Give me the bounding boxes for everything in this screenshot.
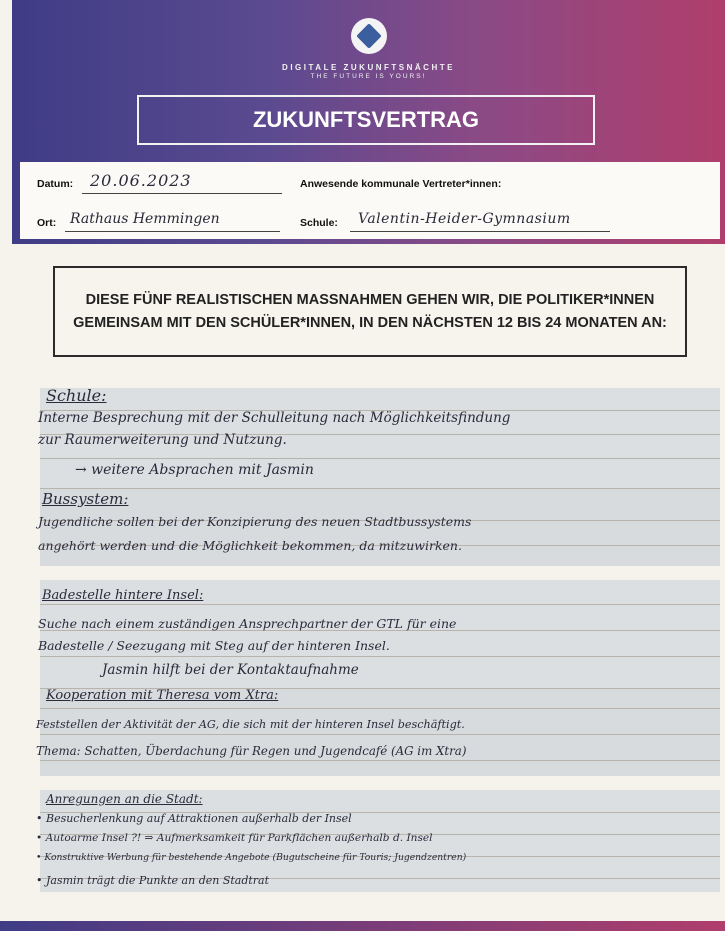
measure-2-line-1: Jugendliche sollen bei der Konzipierung des neuen Stadtbussystems — [38, 514, 472, 529]
datum-line — [82, 193, 282, 194]
measure-5-line-4: • Jasmin trägt die Punkte an den Stadtrat — [36, 874, 270, 887]
measure-1-line-2: zur Raumerweiterung und Nutzung. — [38, 432, 287, 448]
footer-bar — [0, 921, 725, 931]
brand-name: DIGITALE ZUKUNFTSNÄCHTE — [282, 63, 455, 72]
measure-2-heading: Bussystem: — [42, 490, 129, 508]
ort-value: Rathaus Hemmingen — [70, 211, 220, 227]
ort-line — [65, 231, 280, 232]
measure-1-line-3: → weitere Absprachen mit Jasmin — [75, 462, 314, 478]
brand-tagline: THE FUTURE IS YOURS! — [310, 73, 427, 80]
measure-5-line-3: • Konstruktive Werbung für bestehende Angebote (Bugutscheine für Touris; Jugendzentren) — [36, 852, 467, 863]
document-title: ZUKUNFTSVERTRAG — [137, 95, 595, 145]
schule-line — [350, 231, 610, 232]
measure-1-heading: Schule: — [46, 386, 107, 405]
info-box — [20, 162, 720, 239]
measure-4-line-1: Feststellen der Aktivität der AG, die sich mit der hinteren Insel beschäftigt. — [36, 718, 465, 731]
schule-value: Valentin-Heider-Gymnasium — [358, 211, 571, 227]
measure-2-line-2: angehört werden und die Möglichkeit bekommen, da mitzuwirken. — [38, 538, 462, 553]
notice-box: DIESE FÜNF REALISTISCHEN MASSNAHMEN GEHEN WIR, DIE POLITIKER*INNEN GEMEINSAM MIT DEN SCHÜLER*INNEN, IN DEN NÄCHSTEN 12 BIS 24 MONATEN AN: — [53, 266, 687, 357]
datum-label: Datum: — [37, 178, 74, 190]
measure-3-line-2: Badestelle / Seezugang mit Steg auf der hinteren Insel. — [38, 638, 390, 653]
measure-3-line-1: Suche nach einem zuständigen Ansprechpartner der GTL für eine — [38, 616, 457, 631]
measure-5-line-2: • Autoarme Insel ?! ⇒ Aufmerksamkeit für Parkflächen außerhalb d. Insel — [36, 832, 433, 844]
ort-label: Ort: — [37, 217, 57, 229]
measure-4-heading: Kooperation mit Theresa vom Xtra: — [46, 688, 279, 703]
schule-label: Schule: — [300, 217, 338, 229]
logo-icon — [351, 18, 387, 54]
measure-4-line-2: Thema: Schatten, Überdachung für Regen und Jugendcafé (AG im Xtra) — [36, 744, 467, 758]
measure-3-heading: Badestelle hintere Insel: — [42, 588, 204, 603]
measure-3-line-3: Jasmin hilft bei der Kontaktaufnahme — [102, 662, 359, 678]
vertreter-label: Anwesende kommunale Vertreter*innen: — [300, 178, 502, 190]
measure-5-heading: Anregungen an die Stadt: — [46, 792, 203, 806]
measure-1-line-1: Interne Besprechung mit der Schulleitung nach Möglichkeitsfindung — [38, 410, 511, 426]
datum-value: 20.06.2023 — [90, 171, 192, 190]
measure-5-line-1: • Besucherlenkung auf Attraktionen außerhalb der Insel — [36, 812, 352, 825]
